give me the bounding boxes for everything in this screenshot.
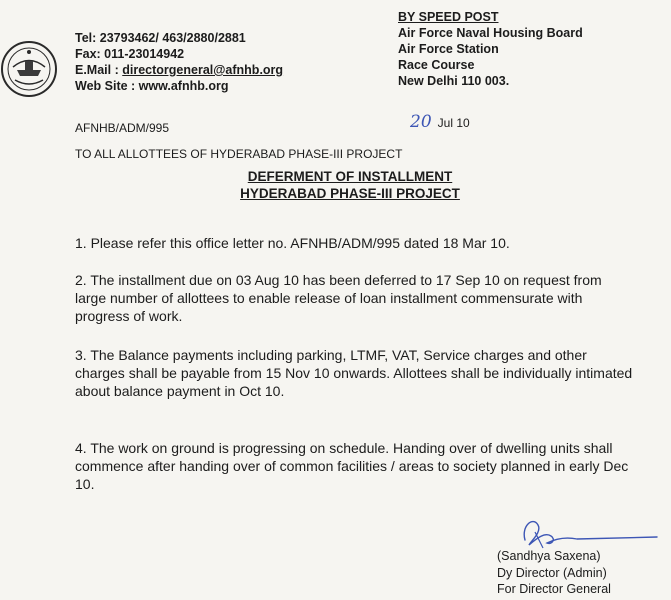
website: Web Site : www.afnhb.org — [75, 79, 229, 93]
email-link[interactable]: directorgeneral@afnhb.org — [122, 63, 284, 77]
fax: Fax: 011-23014942 — [75, 47, 185, 61]
paragraph-4: 4. The work on ground is progressing on schedule. Handing over of dwelling units shall commence after handing over of common facilities / areas to society planned in early Dec 10. — [75, 440, 629, 492]
delivery-mode: BY SPEED POST — [398, 10, 499, 24]
paragraph-2: 2. The installment due on 03 Aug 10 has been deferred to 17 Sep 10 on request from large number of allottees to enable release of loan installment commensurate with progress of work. — [75, 272, 602, 324]
signatory-name: (Sandhya Saxena) — [497, 549, 601, 563]
subject-line: DEFERMENT OF INSTALLMENT — [247, 169, 453, 184]
addressee: TO ALL ALLOTTEES OF HYDERABAD PHASE-III PROJECT — [75, 147, 403, 161]
signatory-designation: Dy Director (Admin) — [497, 565, 607, 580]
address-line: New Delhi 110 003. — [398, 74, 510, 88]
telephone: Tel: 23793462/ 463/2880/2881 — [75, 31, 246, 45]
subject-heading — [225, 168, 475, 202]
contact-block — [75, 30, 283, 94]
email-label: E.Mail : — [75, 63, 123, 77]
letter-reference: AFNHB/ADM/995 — [75, 121, 170, 135]
address-line: Air Force Station — [398, 42, 499, 56]
date-month-year: Jul 10 — [437, 116, 470, 130]
email-line — [75, 62, 283, 78]
paragraph-1: 1. Please refer this office letter no. AFNHB/ADM/995 dated 18 Mar 10. — [75, 235, 510, 251]
letter-date — [410, 112, 470, 132]
handwritten-day: 20 — [410, 112, 432, 132]
signatory-block — [497, 548, 611, 598]
subject-line: HYDERABAD PHASE-III PROJECT — [240, 186, 460, 201]
address-line: Air Force Naval Housing Board — [398, 26, 583, 40]
paragraph-3: 3. The Balance payments including parking, LTMF, VAT, Service charges and other charges shall be payable from 15 Nov 10 onwards. Allottees shall be individually intimated about balance payment in Oct 10. — [75, 347, 633, 399]
afnhb-emblem-logo — [0, 30, 62, 108]
signatory-for: For Director General — [497, 582, 611, 596]
sender-address — [398, 9, 583, 89]
address-line: Race Course — [398, 58, 475, 72]
handwritten-signature — [507, 512, 662, 552]
